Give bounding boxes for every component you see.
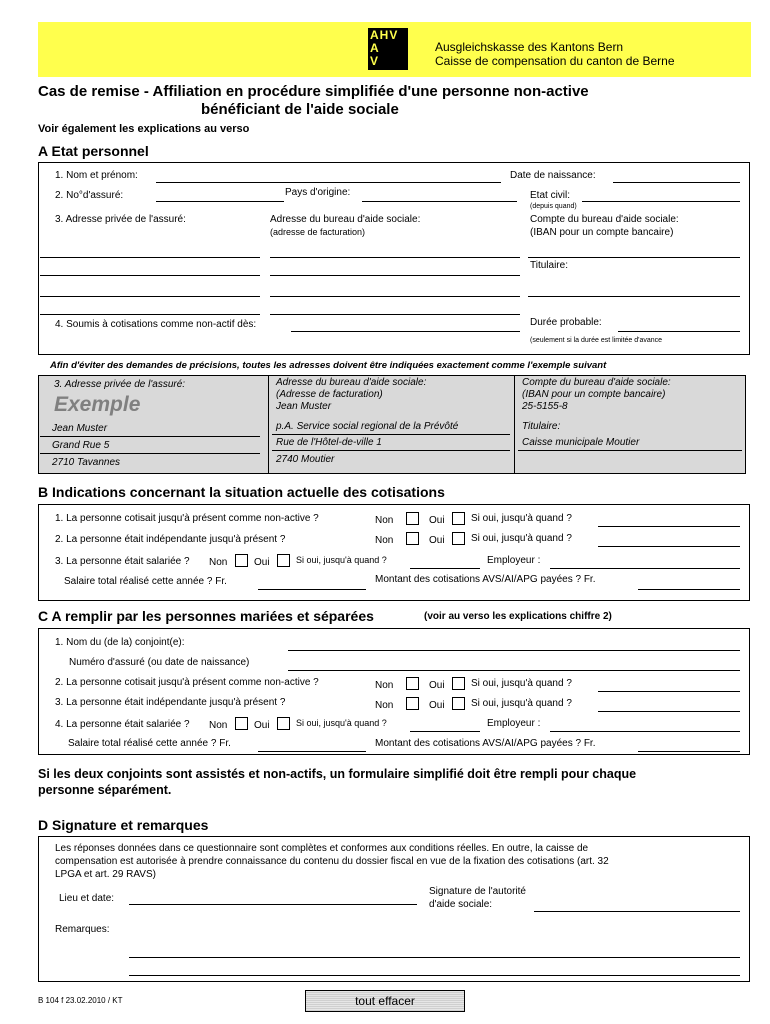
b-q1-label: 1. La personne cotisait jusqu'à présent comme non-active ?	[55, 513, 319, 524]
b-q3-oui: Oui	[254, 557, 270, 568]
ahv-logo	[368, 28, 408, 70]
d-text-line3: LPGA et art. 29 RAVS)	[55, 869, 156, 880]
b-q2-oui-checkbox[interactable]	[452, 532, 465, 545]
adresse-bureau-field-1[interactable]	[270, 244, 520, 258]
c-q1-label: 1. Nom du (de la) conjoint(e):	[55, 637, 185, 648]
logo-line-2: A	[370, 41, 380, 55]
example-col2-rule1	[272, 434, 510, 435]
b-q1-oui-checkbox[interactable]	[452, 512, 465, 525]
c-q3-non-checkbox[interactable]	[406, 697, 419, 710]
signature-label-1: Signature de l'autorité	[429, 886, 526, 897]
b-q2-non: Non	[375, 535, 394, 546]
example-col1-line3: 2710 Tavannes	[52, 457, 121, 468]
example-col1-line2: Grand Rue 5	[52, 440, 110, 451]
example-col3-header2: (IBAN pour un compte bancaire)	[522, 389, 666, 400]
c-q3-oui-checkbox[interactable]	[452, 697, 465, 710]
b-q3-non-checkbox[interactable]	[235, 554, 248, 567]
form-code: B 104 f 23.02.2010 / KT	[38, 996, 123, 1005]
adresse-privee-field-3[interactable]	[40, 283, 260, 297]
b-q3-non: Non	[209, 557, 228, 568]
c-numero-label: Numéro d'assuré (ou date de naissance)	[69, 657, 250, 668]
duree-probable-field[interactable]	[618, 318, 740, 332]
example-col2-line1: p.A. Service social regional de la Prévôté	[276, 421, 459, 432]
lieu-date-label: Lieu et date:	[59, 893, 115, 904]
b-montant-label: Montant des cotisations AVS/AI/APG payées ? Fr.	[375, 574, 596, 585]
section-c-heading: C A remplir par les personnes mariées et séparées	[38, 608, 374, 624]
c-q4-label: 4. La personne était salariée ?	[55, 719, 190, 730]
example-col1-rule1	[40, 436, 260, 437]
pays-origine-field[interactable]	[362, 188, 517, 202]
adresse-privee-field-1[interactable]	[40, 244, 260, 258]
c-q2-oui: Oui	[429, 680, 445, 691]
b-salaire-field[interactable]	[258, 576, 366, 590]
adresse-privee-field-2[interactable]	[40, 262, 260, 276]
b-montant-field[interactable]	[638, 576, 740, 590]
see-also-note: Voir également les explications au verso	[38, 123, 250, 135]
b-employeur-field[interactable]	[550, 555, 740, 569]
c-q3-si-oui: Si oui, jusqu'à quand ?	[471, 698, 572, 709]
b-q2-non-checkbox[interactable]	[406, 532, 419, 545]
example-col1-header: 3. Adresse privée de l'assuré:	[54, 379, 186, 390]
example-col3-line1: Titulaire:	[522, 421, 561, 432]
c-q4-si-oui: Si oui, jusqu'à quand ?	[296, 718, 387, 728]
section-d-heading: D Signature et remarques	[38, 817, 209, 833]
example-col2-header2: (Adresse de facturation)	[276, 389, 383, 400]
iban-note: (IBAN pour un compte bancaire)	[530, 227, 674, 238]
b-q2-oui: Oui	[429, 535, 445, 546]
page-title-line1: Cas de remise - Affiliation en procédure simplifiée d'une personne non-active	[38, 83, 589, 100]
example-col2-line3: 2740 Moutier	[276, 454, 335, 465]
c-q4-non-checkbox[interactable]	[235, 717, 248, 730]
b-q2-si-oui: Si oui, jusqu'à quand ?	[471, 533, 572, 544]
soumis-field[interactable]	[291, 318, 520, 332]
c-q2-date-field[interactable]	[598, 678, 740, 692]
c-q4-oui: Oui	[254, 720, 270, 731]
etat-civil-field[interactable]	[582, 188, 740, 202]
b-q3-label: 3. La personne était salariée ?	[55, 556, 190, 567]
d-text-line2: compensation est autorisée à prendre connaissance du contenu du dossier fiscal en vue de la fixation des cotisations (art. 32	[55, 856, 609, 867]
example-col3-line2: Caisse municipale Moutier	[522, 437, 640, 448]
c-q3-non: Non	[375, 700, 394, 711]
example-col3-header1: Compte du bureau d'aide sociale:	[522, 377, 671, 388]
duree-probable-label: Durée probable:	[530, 317, 602, 328]
example-col1-rule2	[40, 453, 260, 454]
c-q3-date-field[interactable]	[598, 698, 740, 712]
depuis-quand-note: (depuis quand)	[530, 203, 577, 210]
c-q4-date-field[interactable]	[410, 718, 480, 732]
clear-all-button[interactable]: tout effacer	[305, 990, 465, 1012]
date-naissance-label: Date de naissance:	[510, 170, 596, 181]
institution-fr: Caisse de compensation du canton de Berne	[435, 54, 675, 68]
b-employeur-label: Employeur :	[487, 555, 541, 566]
example-col3-header3: 25-5155-8	[522, 401, 568, 412]
section-b-heading: B Indications concernant la situation actuelle des cotisations	[38, 484, 445, 500]
example-col2-header1: Adresse du bureau d'aide sociale:	[276, 377, 427, 388]
pays-origine-label: Pays d'origine:	[285, 187, 351, 198]
nom-prenom-field[interactable]	[156, 169, 501, 183]
b-q1-date-field[interactable]	[598, 513, 740, 527]
c-employeur-field[interactable]	[550, 718, 740, 732]
b-q1-non-checkbox[interactable]	[406, 512, 419, 525]
example-col3-rule	[518, 450, 742, 451]
date-naissance-field[interactable]	[613, 169, 740, 183]
adresse-privee-label: 3. Adresse privée de l'assuré:	[55, 214, 186, 225]
d-text-line1: Les réponses données dans ce questionnaire sont complètes et conformes aux conditions réelles. En outre, la caisse de	[55, 843, 589, 854]
section-c-note: (voir au verso les explications chiffre 2)	[424, 611, 612, 622]
adresse-bureau-field-2[interactable]	[270, 262, 520, 276]
b-q2-label: 2. La personne était indépendante jusqu'à présent ?	[55, 534, 286, 545]
soumis-label: 4. Soumis à cotisations comme non-actif dès:	[55, 319, 257, 330]
adresse-bureau-field-3[interactable]	[270, 283, 520, 297]
signature-field[interactable]	[534, 898, 740, 912]
etat-civil-label: Etat civil:	[530, 190, 571, 201]
b-q3-oui-checkbox[interactable]	[277, 554, 290, 567]
lieu-date-field[interactable]	[129, 891, 417, 905]
adresse-bureau-label: Adresse du bureau d'aide sociale:	[270, 214, 421, 225]
example-col1-line1: Jean Muster	[52, 423, 108, 434]
section-a-heading: A Etat personnel	[38, 143, 149, 159]
c-salaire-label: Salaire total réalisé cette année ? Fr.	[68, 738, 231, 749]
c-q3-oui: Oui	[429, 700, 445, 711]
remarques-field-1[interactable]	[129, 944, 740, 958]
c-q2-non-checkbox[interactable]	[406, 677, 419, 690]
c-numero-field[interactable]	[288, 657, 740, 671]
c-q2-oui-checkbox[interactable]	[452, 677, 465, 690]
example-instruction: Afin d'éviter des demandes de précisions, toutes les adresses doivent être indiquées exactement comme l'exemple suivant	[50, 360, 607, 371]
b-q1-oui: Oui	[429, 515, 445, 526]
c-q4-non: Non	[209, 720, 228, 731]
page-title-line2: bénéficiant de l'aide sociale	[201, 101, 399, 118]
compte-bureau-label: Compte du bureau d'aide sociale:	[530, 214, 679, 225]
example-col2-line2: Rue de l'Hôtel-de-ville 1	[276, 437, 382, 448]
b-q1-non: Non	[375, 515, 394, 526]
example-divider-1	[268, 376, 269, 473]
example-col2-header3: Jean Muster	[276, 401, 332, 412]
c-q4-oui-checkbox[interactable]	[277, 717, 290, 730]
signature-label-2: d'aide sociale:	[429, 899, 493, 910]
remarques-label: Remarques:	[55, 924, 110, 935]
titulaire-field[interactable]	[528, 283, 740, 297]
c-q2-non: Non	[375, 680, 394, 691]
b-q2-date-field[interactable]	[598, 533, 740, 547]
b-q1-si-oui: Si oui, jusqu'à quand ?	[471, 513, 572, 524]
institution-de: Ausgleichskasse des Kantons Bern	[435, 40, 624, 54]
b-q3-date-field[interactable]	[410, 555, 480, 569]
duree-note: (seulement si la durée est limitée d'avance	[530, 337, 663, 344]
c-montant-field[interactable]	[638, 738, 740, 752]
remarques-field-2[interactable]	[129, 962, 740, 976]
example-divider-2	[514, 376, 515, 473]
b-q3-si-oui: Si oui, jusqu'à quand ?	[296, 555, 387, 565]
example-col2-rule2	[272, 450, 510, 451]
c-q3-label: 3. La personne était indépendante jusqu'à présent ?	[55, 697, 286, 708]
adresse-facturation-note: (adresse de facturation)	[270, 227, 366, 237]
notice-line1: Si les deux conjoints sont assistés et non-actifs, un formulaire simplifié doit être rempli pour chaque	[38, 767, 637, 781]
adresse-privee-field-4[interactable]	[40, 301, 260, 315]
c-salaire-field[interactable]	[258, 738, 366, 752]
compte-bureau-field[interactable]	[528, 244, 740, 258]
logo-line-1: AHV	[370, 28, 399, 42]
no-assure-label: 2. No°d'assuré:	[55, 190, 124, 201]
c-employeur-label: Employeur :	[487, 718, 541, 729]
notice-line2: personne séparément.	[38, 783, 172, 797]
c-montant-label: Montant des cotisations AVS/AI/APG payées ? Fr.	[375, 738, 596, 749]
nom-prenom-label: 1. Nom et prénom:	[55, 170, 138, 181]
adresse-bureau-field-4[interactable]	[270, 301, 520, 315]
c-q2-si-oui: Si oui, jusqu'à quand ?	[471, 678, 572, 689]
c-conjoint-field[interactable]	[288, 637, 740, 651]
b-salaire-label: Salaire total réalisé cette année ? Fr.	[64, 576, 227, 587]
logo-line-3: V	[370, 54, 380, 68]
c-q2-label: 2. La personne cotisait jusqu'à présent comme non-active ?	[55, 677, 319, 688]
no-assure-field[interactable]	[156, 188, 284, 202]
example-watermark: Exemple	[54, 393, 141, 416]
titulaire-label: Titulaire:	[530, 260, 568, 271]
